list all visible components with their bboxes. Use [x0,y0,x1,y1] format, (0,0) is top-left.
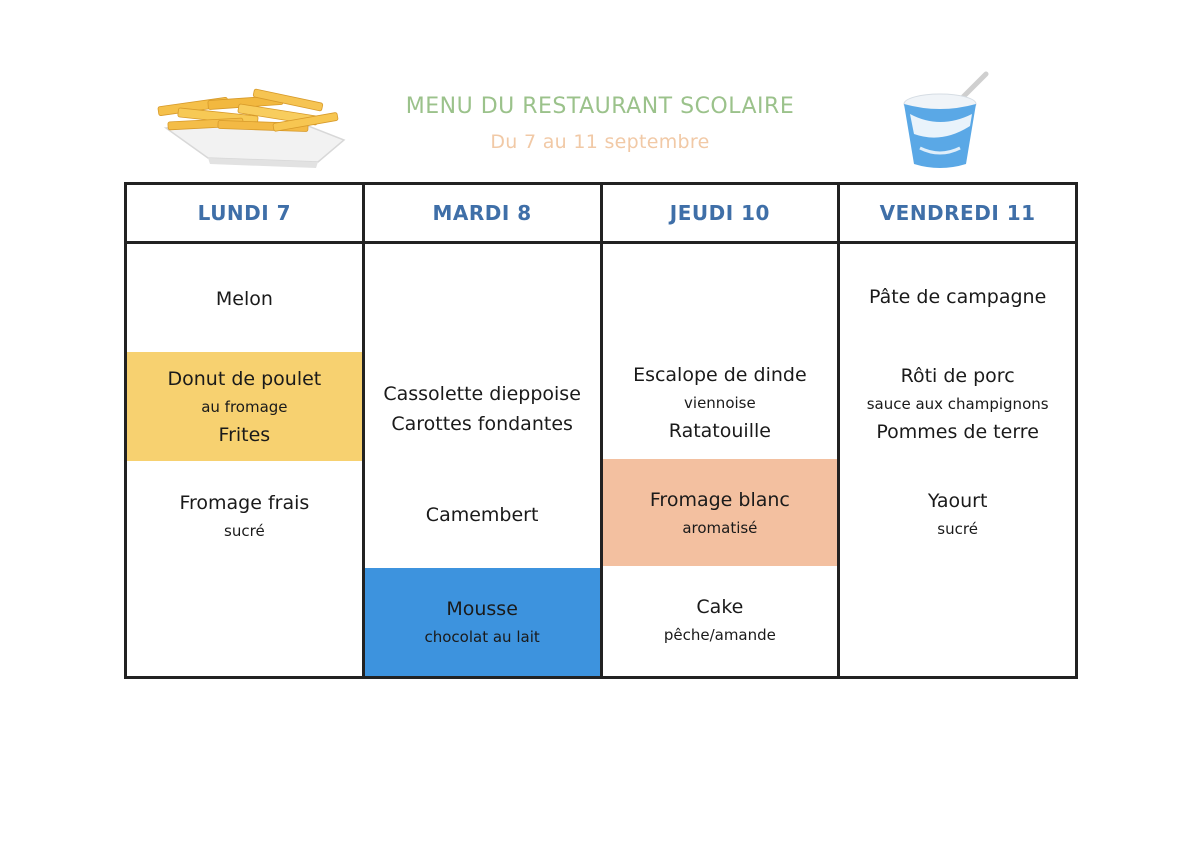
menu-item [603,459,838,566]
day-column [126,243,364,678]
dish-name: Rôti de porc [900,365,1015,387]
menu-table [124,182,1078,679]
day-header [363,184,601,243]
dish-detail: viennoise [684,394,756,412]
day-header [839,184,1077,243]
dish-detail: sauce aux champignons [866,395,1049,413]
dish-name: Camembert [425,504,539,526]
dish-detail: sucré [937,520,978,538]
menu-row [126,243,1077,678]
dish-name: Pommes de terre [876,421,1039,443]
dish-name: Yaourt [927,490,988,512]
day-column [839,243,1077,678]
day-header [601,184,839,243]
day-label: MARDI 8 [432,201,532,225]
dish-name: Fromage frais [179,492,310,514]
day-column [363,243,601,678]
dish-name: Pâte de campagne [868,286,1047,308]
day-header-row [126,184,1077,243]
dish-name: Fromage blanc [649,488,790,511]
day-label: VENDREDI 11 [879,201,1036,225]
day-column [601,243,839,678]
dish-name: Escalope de dinde [633,364,807,386]
menu-item [365,490,600,540]
dish-detail: au fromage [201,397,288,416]
dish-name: Frites [218,423,271,446]
dish-name: Carottes fondantes [391,413,573,435]
dish-name: Donut de poulet [167,367,322,390]
menu-item [840,350,1075,458]
menu-item [127,352,362,461]
dish-name: Cassolette dieppoise [383,383,581,405]
dish-detail: aromatisé [682,518,758,537]
dish-detail: pêche/amande [663,626,776,644]
dish-name: Melon [215,288,273,310]
menu-item [840,272,1075,322]
dish-detail: sucré [224,522,265,540]
menu-title: MENU DU RESTAURANT SCOLAIRE [405,94,795,119]
dish-detail: chocolat au lait [424,628,540,646]
menu-item [603,350,838,456]
yogurt-image [890,68,1000,178]
menu-item [840,474,1075,554]
dish-name: Mousse [446,598,518,620]
menu-subtitle: Du 7 au 11 septembre [490,131,710,153]
menu-item [127,274,362,324]
dish-name: Cake [696,596,744,618]
day-label: LUNDI 7 [197,201,292,225]
dish-name: Ratatouille [668,420,771,442]
day-label: JEUDI 10 [669,201,770,225]
menu-item [365,364,600,454]
day-header [126,184,364,243]
menu-item [127,476,362,556]
menu-item [365,568,600,676]
menu-item [603,580,838,660]
